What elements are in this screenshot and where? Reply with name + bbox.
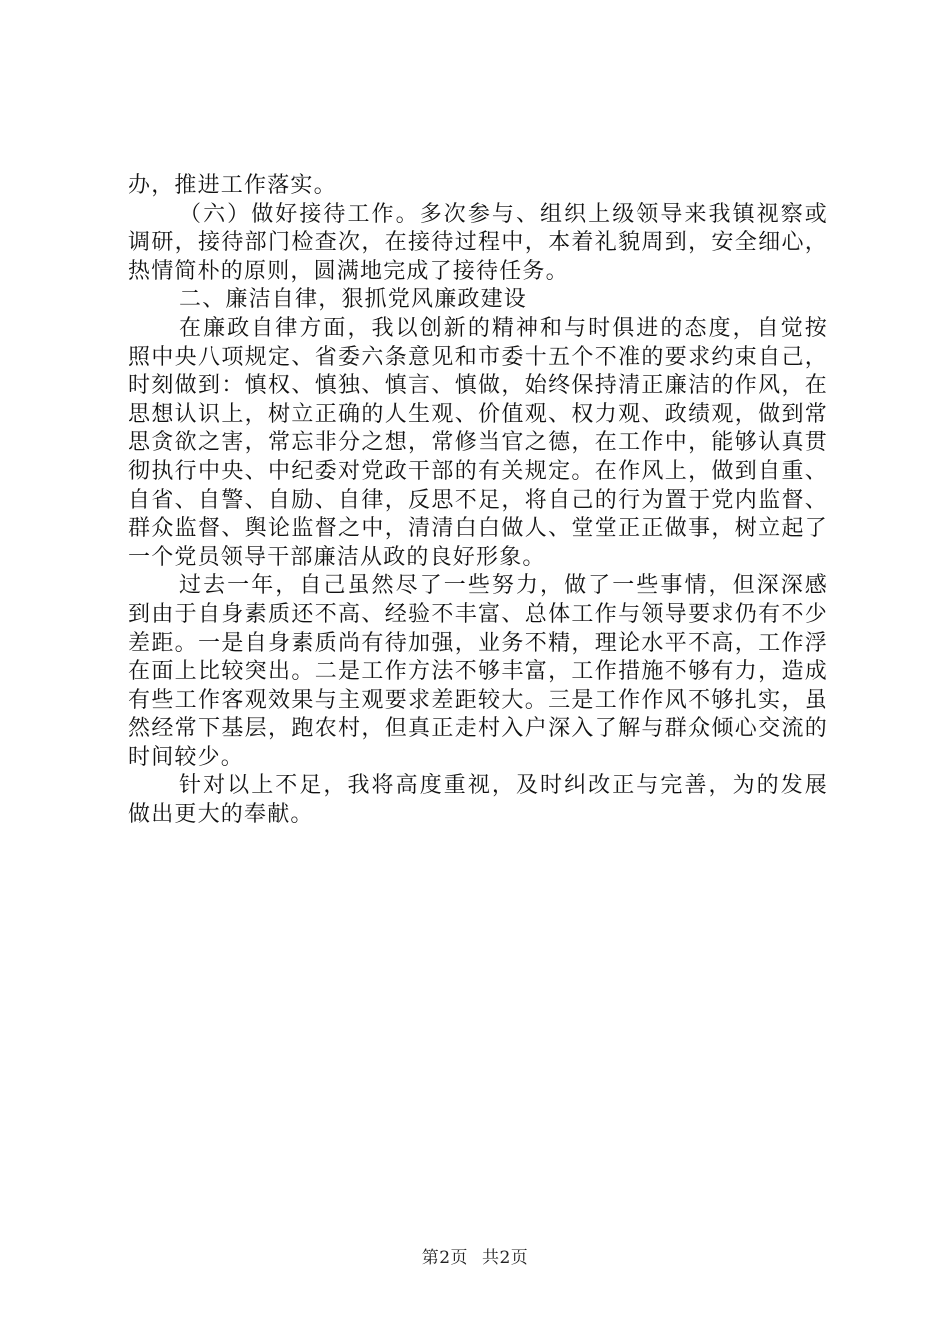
page-footer: [0, 1243, 950, 1268]
paragraph-shortcomings: 过去一年，自己虽然尽了一些努力，做了一些事情，但深深感到由于自身素质还不高、经验不丰富、总体工作与领导要求仍有不少差距。一是自身素质尚有待加强，业务不精，理论水平不高，工作浮在面上比较突出。二是工作方法不够丰富，工作措施不够有力，造成有些工作客观效果与主观要求差距较大。三是工作作风不够扎实，虽然经常下基层，跑农村，但真正走村入户深入了解与群众倾心交流的时间较少。: [128, 573, 828, 770]
paragraph-reception-work: （六）做好接待工作。多次参与、组织上级领导来我镇视察或调研，接待部门检查次，在接待过程中，本着礼貌周到，安全细心，热情简朴的原则，圆满地完成了接待任务。: [128, 201, 828, 284]
paragraph-continuation: 办，推进工作落实。: [128, 173, 337, 198]
document-body: [128, 172, 828, 830]
page-total: 共2页: [481, 1248, 529, 1268]
section-heading-integrity: 二、廉洁自律，狠抓党风廉政建设: [179, 287, 528, 313]
paragraph-integrity-self-discipline: 在廉政自律方面，我以创新的精神和与时俱进的态度，自觉按照中央八项规定、省委六条意见和市委十五个不准的要求约束自己，时刻做到：慎权、慎独、慎言、慎做，始终保持清正廉洁的作风，在思想认识上，树立正确的人生观、价值观、权力观、政绩观，做到常思贪欲之害，常忘非分之想，常修当官之德，在工作中，能够认真贯彻执行中央、中纪委对党政干部的有关规定。在作风上，做到自重、自省、自警、自励、自律，反思不足，将自己的行为置于党内监督、群众监督、舆论监督之中，清清白白做人、堂堂正正做事，树立起了一个党员领导干部廉洁从政的良好形象。: [128, 315, 828, 570]
page-number: 第2页: [421, 1248, 469, 1268]
paragraph-improvement: 针对以上不足，我将高度重视，及时纠改正与完善，为的发展做出更大的奉献。: [128, 773, 828, 828]
